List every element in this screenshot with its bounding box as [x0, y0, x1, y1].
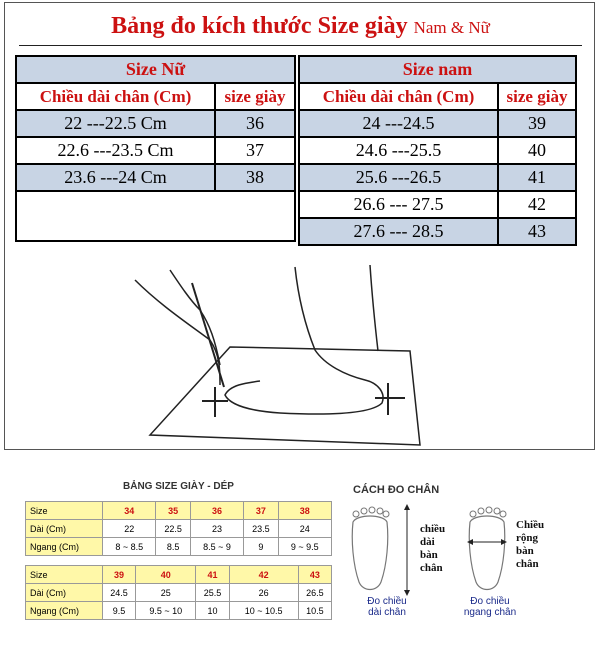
size-cell: 34	[103, 502, 156, 520]
arrow-up-icon	[404, 504, 410, 510]
row-label-width: Ngang (Cm)	[26, 602, 103, 620]
length-cell: 24	[278, 520, 331, 538]
table-row	[299, 218, 576, 245]
men-size-cell: 39	[498, 110, 576, 137]
men-length-cell: 24.6 ---25.5	[299, 137, 498, 164]
table-row	[16, 164, 295, 191]
women-length-cell: 23.6 ---24 Cm	[16, 164, 215, 191]
table-row	[26, 502, 332, 520]
table-row	[16, 137, 295, 164]
size-cell: 40	[136, 566, 196, 584]
shoe-size-table-1	[25, 501, 332, 556]
size-cell: 39	[103, 566, 136, 584]
caption-length: Đo chiều dài chân	[367, 596, 407, 618]
table-row	[299, 191, 576, 218]
width-cell: 8 ~ 8.5	[103, 538, 156, 556]
women-table-empty-area	[15, 191, 296, 242]
table-row	[26, 602, 332, 620]
table-row	[26, 520, 332, 538]
title-main: Bảng đo kích thước Size giày	[111, 13, 408, 39]
width-cell: 8.5	[156, 538, 190, 556]
men-length-cell: 26.6 --- 27.5	[299, 191, 498, 218]
men-size-cell: 42	[498, 191, 576, 218]
row-label-size: Size	[26, 502, 103, 520]
foot-length-sketch	[352, 504, 410, 596]
width-cell: 9	[244, 538, 278, 556]
women-length-cell: 22 ---22.5 Cm	[16, 110, 215, 137]
foot-tracing-illustration	[120, 255, 450, 450]
width-cell: 10	[196, 602, 229, 620]
length-cell: 25.5	[196, 584, 229, 602]
men-col-size: size giày	[498, 83, 576, 110]
title-divider	[19, 45, 582, 46]
women-col-length: Chiều dài chân (Cm)	[16, 83, 215, 110]
size-cell: 37	[244, 502, 278, 520]
men-length-cell: 27.6 --- 28.5	[299, 218, 498, 245]
row-label-size: Size	[26, 566, 103, 584]
men-col-length: Chiều dài chân (Cm)	[299, 83, 498, 110]
size-cell: 35	[156, 502, 190, 520]
table-row	[299, 110, 576, 137]
row-label-length: Dài (Cm)	[26, 520, 103, 538]
page-title	[5, 13, 596, 40]
women-col-size: size giày	[215, 83, 295, 110]
women-table-header: Size Nữ	[16, 56, 295, 83]
length-cell: 23.5	[244, 520, 278, 538]
men-size-cell: 43	[498, 218, 576, 245]
size-cell: 38	[278, 502, 331, 520]
men-length-cell: 25.6 ---26.5	[299, 164, 498, 191]
paper-sheet	[150, 347, 420, 445]
length-cell: 25	[136, 584, 196, 602]
leg-outline	[370, 265, 378, 351]
measure-guide-title: CÁCH ĐO CHÂN	[353, 484, 440, 496]
table-row	[26, 538, 332, 556]
width-cell: 8.5 ~ 9	[190, 538, 243, 556]
width-cell: 10.5	[298, 602, 331, 620]
women-length-cell: 22.6 ---23.5 Cm	[16, 137, 215, 164]
row-label-length: Dài (Cm)	[26, 584, 103, 602]
men-size-cell: 40	[498, 137, 576, 164]
men-size-cell: 41	[498, 164, 576, 191]
size-cell: 42	[229, 566, 298, 584]
length-cell: 26	[229, 584, 298, 602]
size-cell: 43	[298, 566, 331, 584]
women-size-cell: 38	[215, 164, 295, 191]
women-size-table	[15, 55, 296, 192]
length-cell: 26.5	[298, 584, 331, 602]
table-row	[26, 584, 332, 602]
small-chart-title: BẢNG SIZE GIÀY - DÉP	[123, 481, 234, 492]
table-row	[16, 110, 295, 137]
row-label-width: Ngang (Cm)	[26, 538, 103, 556]
table-row	[299, 164, 576, 191]
size-cell: 36	[190, 502, 243, 520]
length-cell: 24.5	[103, 584, 136, 602]
caption-width: Đo chiều ngang chân	[463, 596, 517, 618]
width-cell: 9 ~ 9.5	[278, 538, 331, 556]
length-label: chiều dài bàn chân	[420, 523, 446, 574]
men-table-header: Size nam	[299, 56, 576, 83]
table-row	[299, 137, 576, 164]
shoe-size-table-2	[25, 565, 332, 620]
width-label: Chiều rộng bàn chân	[516, 519, 545, 570]
foot-width-sketch	[467, 507, 507, 590]
men-length-cell: 24 ---24.5	[299, 110, 498, 137]
size-cell: 41	[196, 566, 229, 584]
width-cell: 10 ~ 10.5	[229, 602, 298, 620]
men-size-table	[298, 55, 577, 246]
title-sub: Nam & Nữ	[413, 18, 490, 37]
length-cell: 22	[103, 520, 156, 538]
length-cell: 23	[190, 520, 243, 538]
width-cell: 9.5 ~ 10	[136, 602, 196, 620]
width-cell: 9.5	[103, 602, 136, 620]
length-cell: 22.5	[156, 520, 190, 538]
table-row	[26, 566, 332, 584]
women-size-cell: 37	[215, 137, 295, 164]
women-size-cell: 36	[215, 110, 295, 137]
